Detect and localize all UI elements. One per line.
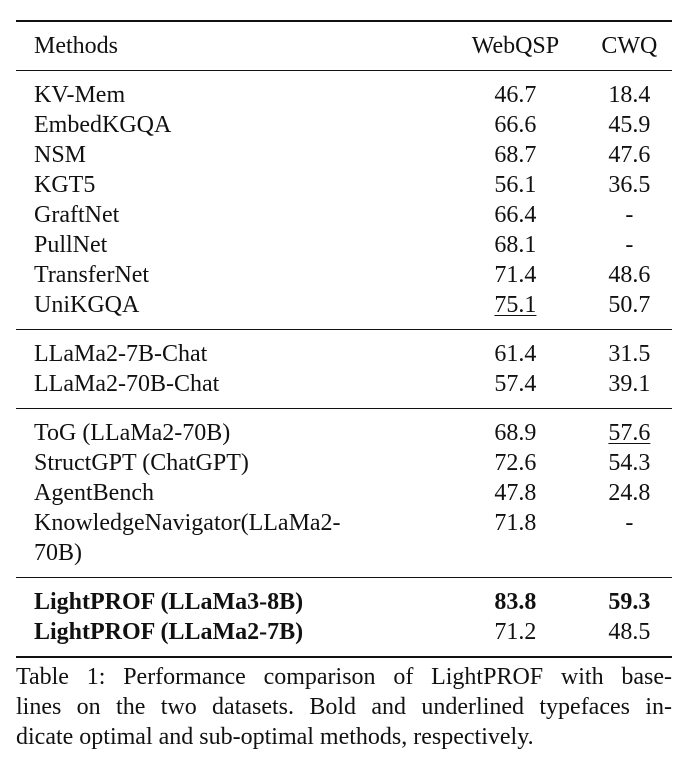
cwq-cell [587,409,672,449]
cwq-value: 50.7 [608,292,651,318]
cwq-value: 57.6 [608,420,651,446]
method-name: LLaMa2-7B-Chat [34,341,208,367]
method-name: LightPROF (LLaMa3-8B) [34,589,304,615]
cwq-cell [587,617,672,657]
webqsp-cell [444,140,587,170]
method-cell [16,409,444,449]
method-cell [16,578,444,618]
method-name: KGT5 [34,172,96,198]
header-webqsp: WebQSP [471,33,560,59]
method-name: TransferNet [34,262,150,288]
table-row [16,260,672,290]
cwq-cell [587,508,672,578]
webqsp-value: 68.7 [494,142,537,168]
webqsp-cell [444,478,587,508]
table-row [16,508,672,578]
table-caption [16,662,672,752]
table-row [16,230,672,260]
cwq-value: 48.5 [608,619,651,645]
cwq-value: 31.5 [608,341,651,367]
table-row [16,578,672,618]
cwq-cell [587,478,672,508]
webqsp-cell [444,369,587,409]
method-cell [16,260,444,290]
table-row [16,110,672,140]
webqsp-value: 71.2 [494,619,537,645]
method-cell [16,71,444,111]
cwq-value: 47.6 [608,142,651,168]
webqsp-value: 47.8 [494,480,537,506]
cwq-value: - [625,510,634,536]
method-cell [16,170,444,200]
webqsp-cell [444,508,587,578]
cwq-value: 59.3 [608,589,651,615]
table-body [16,71,672,658]
method-name: UniKGQA [34,292,140,318]
method-name: EmbedKGQA [34,112,172,138]
webqsp-cell [444,578,587,618]
webqsp-cell [444,170,587,200]
webqsp-value: 72.6 [494,450,537,476]
webqsp-cell [444,71,587,111]
table-row [16,140,672,170]
table-row [16,200,672,230]
table-row [16,448,672,478]
method-cell [16,290,444,330]
method-cell [16,448,444,478]
cwq-value: - [625,202,634,228]
method-name: ToG (LLaMa2-70B) [34,420,231,446]
webqsp-value: 61.4 [494,341,537,367]
table-row [16,170,672,200]
method-name: LLaMa2-70B-Chat [34,371,220,397]
webqsp-value: 68.9 [494,420,537,446]
webqsp-cell [444,290,587,330]
method-cell [16,617,444,657]
cwq-cell [587,140,672,170]
header-row [16,21,672,71]
caption-line-1: Table 1: Performance comparison of LightPROF with base- [16,664,672,690]
table-row [16,330,672,370]
method-cell [16,200,444,230]
cwq-cell [587,578,672,618]
webqsp-cell [444,448,587,478]
cwq-cell [587,290,672,330]
webqsp-value: 71.8 [494,510,537,536]
method-name: KnowledgeNavigator(LLaMa2- [34,510,341,536]
webqsp-cell [444,230,587,260]
header-cwq: CWQ [601,33,658,59]
cwq-value: 45.9 [608,112,651,138]
webqsp-cell [444,110,587,140]
method-cell [16,230,444,260]
webqsp-value: 66.6 [494,112,537,138]
cwq-cell [587,230,672,260]
method-name: LightPROF (LLaMa2-7B) [34,619,304,645]
webqsp-cell [444,330,587,370]
method-name: StructGPT (ChatGPT) [34,450,249,476]
header-methods: Methods [34,33,118,59]
webqsp-value: 68.1 [494,232,537,258]
method-cell [16,478,444,508]
method-name: NSM [34,142,87,168]
cwq-cell [587,200,672,230]
results-table-container [16,20,672,658]
method-name: KV-Mem [34,82,126,108]
cwq-cell [587,448,672,478]
table-row [16,71,672,111]
method-cell [16,330,444,370]
cwq-value: 18.4 [608,82,651,108]
cwq-value: 48.6 [608,262,651,288]
method-cell [16,110,444,140]
webqsp-value: 71.4 [494,262,537,288]
webqsp-value: 57.4 [494,371,537,397]
cwq-value: 36.5 [608,172,651,198]
method-name: PullNet [34,232,108,258]
method-cell [16,508,444,578]
cwq-cell [587,330,672,370]
caption-line-2: lines on the two datasets. Bold and underlined typefaces in- [16,694,672,720]
cwq-value: 24.8 [608,480,651,506]
webqsp-cell [444,200,587,230]
cwq-cell [587,110,672,140]
table-row [16,478,672,508]
webqsp-value: 56.1 [494,172,537,198]
webqsp-value: 66.4 [494,202,537,228]
cwq-cell [587,369,672,409]
table-row [16,290,672,330]
webqsp-cell [444,260,587,290]
method-name-continued: 70B) [34,540,82,566]
method-name: GraftNet [34,202,120,228]
method-cell [16,140,444,170]
caption-line-3: dicate optimal and sub-optimal methods, respectively. [16,724,534,750]
table-row [16,369,672,409]
table-row [16,409,672,449]
method-cell [16,369,444,409]
method-name: AgentBench [34,480,154,506]
webqsp-cell [444,617,587,657]
cwq-cell [587,71,672,111]
cwq-cell [587,170,672,200]
cwq-value: 39.1 [608,371,651,397]
webqsp-value: 46.7 [494,82,537,108]
webqsp-value: 83.8 [494,589,537,615]
table-row [16,617,672,657]
webqsp-cell [444,409,587,449]
cwq-value: 54.3 [608,450,651,476]
cwq-value: - [625,232,634,258]
webqsp-value: 75.1 [494,292,537,318]
results-table [16,20,672,658]
cwq-cell [587,260,672,290]
